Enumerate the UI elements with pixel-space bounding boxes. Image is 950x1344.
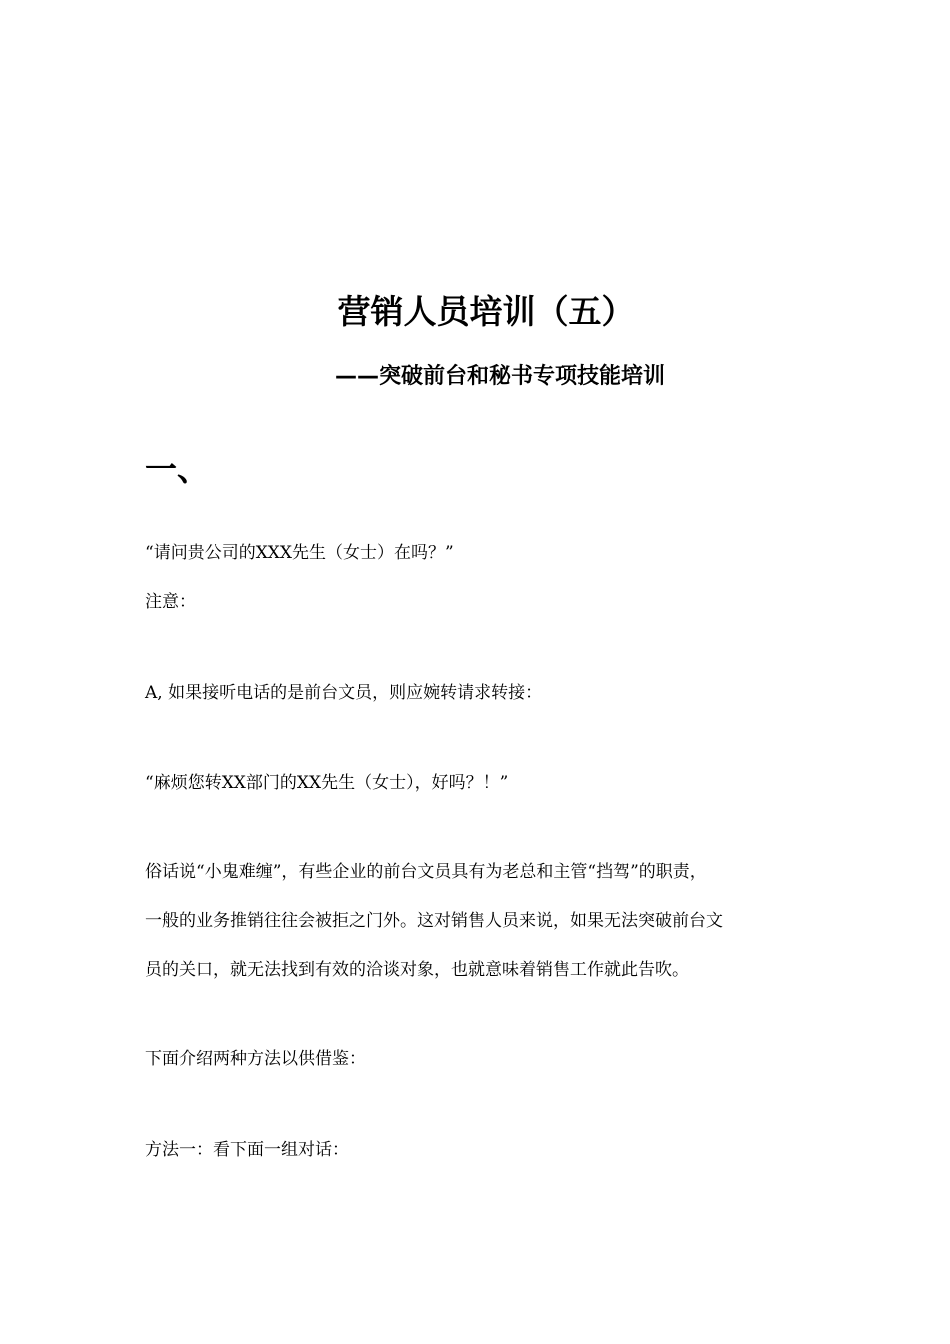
note-label: 注意： xyxy=(145,592,196,612)
paragraph-line: 员的关口，就无法找到有效的洽谈对象，也就意味着销售工作就此告吹。 xyxy=(145,960,689,980)
method-one-line: 方法一：看下面一组对话： xyxy=(145,1140,349,1160)
paragraph-line: 俗话说“小鬼难缠”，有些企业的前台文员具有为老总和主管“挡驾”的职责， xyxy=(145,862,707,882)
paragraph-line: 一般的业务推销往往会被拒之门外。这对销售人员来说，如果无法突破前台文 xyxy=(145,911,723,931)
document-title: 营销人员培训（五） xyxy=(337,292,635,331)
question-line: “请问贵公司的XXX先生（女士）在吗？” xyxy=(145,543,454,563)
point-a-line: A, 如果接听电话的是前台文员，则应婉转请求转接： xyxy=(145,683,543,703)
transfer-request-line: “麻烦您转XX部门的XX先生（女士），好吗？！” xyxy=(145,773,509,793)
section-heading: 一、 xyxy=(145,450,210,488)
document-subtitle: ——突破前台和秘书专项技能培训 xyxy=(335,364,666,389)
explanation-paragraph xyxy=(145,848,835,995)
methods-intro-line: 下面介绍两种方法以供借鉴： xyxy=(145,1049,366,1069)
